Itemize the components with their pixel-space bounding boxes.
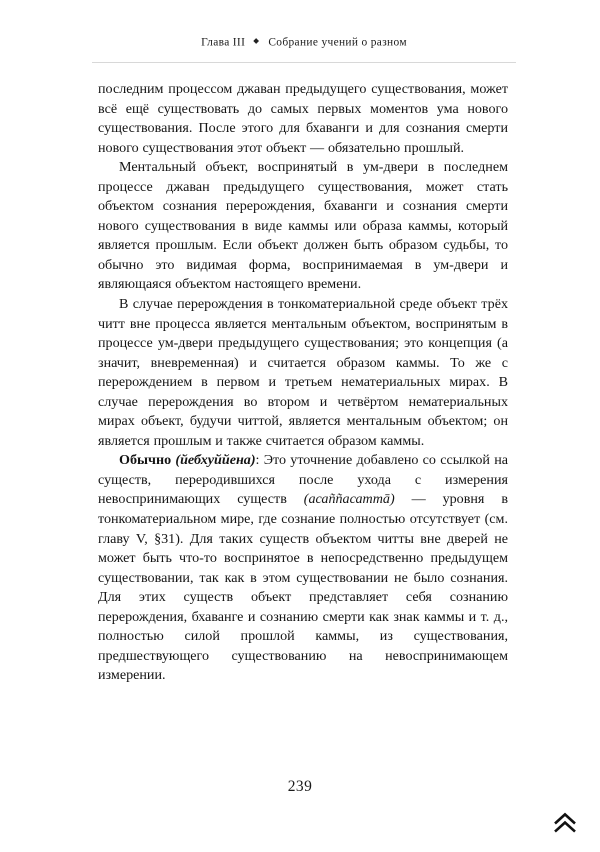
text-run-bold-italic: (йебхуййена)	[175, 452, 256, 469]
text-run-bold: Обычно	[119, 452, 172, 469]
paragraph-4: Обычно (йебхуййена): Это уточнение добавлено со ссылкой на существ, переродившихся после ухода с измерения невоспринимающих существ (асаññасаттā) — уровня в тонкоматериальном мире, где сознание полностью отсутствует (см. главу V, §31). Для таких существ объектом читты вне дверей не может быть что-то воспринятое в непосредственно предыдущем существовании, так как в этом существовании не было сознания. Для этих существ объект представляет себя сознанию перерождения, бхаванге и сознанию смерти как знак каммы и т. д., полностью силой прошлой каммы, из существования, предшествующего существованию на невоспринимающем измерении.	[98, 452, 508, 684]
paragraph-3: В случае перерождения в тонкоматериальной среде объект трёх читт вне процесса является ментальным объектом, воспринятым в процессе ум-двери предыдущего существования; это концепция (а значит, вневременная) и считается образом каммы. То же с перерождением в первом и третьем нематериальных мирах. В случае перерождения во втором и четвёртом нематериальных мирах объект, будучи читтой, является ментальным объектом; он является прошлым и также считается образом каммы.	[98, 296, 508, 449]
paragraph-1: последним процессом джаван предыдущего существования, может всё ещё существовать до самых первых моментов ума нового существования. После этого для бхаванги и для сознания смерти нового существования этот объект — обязательно прошлый.	[98, 81, 508, 156]
page-number: 239	[287, 778, 313, 795]
scroll-to-top-button[interactable]	[548, 808, 582, 838]
running-head-chapter: Глава III	[201, 36, 246, 49]
running-head	[92, 36, 516, 49]
running-head-title: Собрание учений о разном	[268, 36, 407, 49]
paragraph-2: Ментальный объект, воспринятый в ум-двери в последнем процессе джаван предыдущего существования, может стать объектом сознания перерождения, бхаванги и сознания смерти нового существования в виде каммы или образа каммы, который является прошлым. Если объект должен быть образом судьбы, то обычно это видимая форма, воспринимаемая в ум-двери и являющаяся объектом настоящего времени.	[98, 159, 508, 293]
body-text-block	[98, 80, 508, 686]
diamond-separator-icon: ◆	[253, 36, 260, 45]
running-head-rule	[92, 62, 516, 63]
double-chevron-up-icon	[552, 812, 578, 834]
text-run-italic: (асаññасаттā)	[303, 491, 395, 508]
